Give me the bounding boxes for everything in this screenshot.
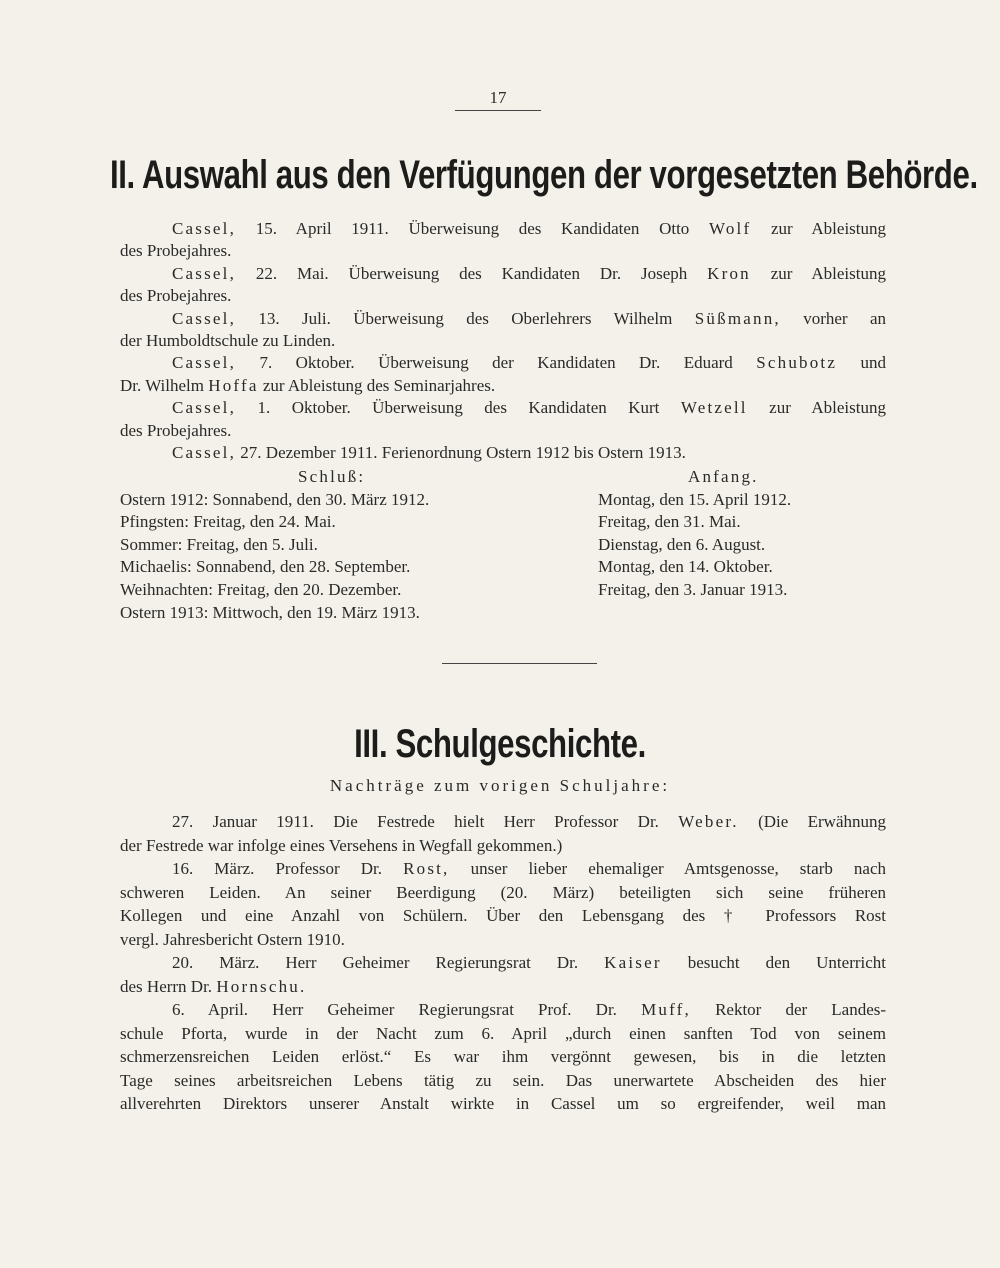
page-number: 17 (455, 88, 541, 111)
section-heading-iii: III. Schulgeschichte. (354, 722, 646, 766)
text-line: des Herrn Dr. Hornschu. (120, 976, 307, 996)
text-line: 27. Januar 1911. Die Festrede hielt Herr Professor Dr. Weber. (Die Erwähnung (172, 812, 886, 831)
school-history-text (120, 810, 886, 1116)
schedule-header-end: Schluß: (298, 467, 366, 486)
section-divider (442, 663, 597, 664)
schedule-header-start: Anfang. (688, 467, 759, 486)
schedule-row: Ostern 1912: Sonnabend, den 30. März 1912. Montag, den 15. April 1912. (120, 489, 792, 509)
text-line: 16. März. Professor Dr. Rost, unser lieber ehemaliger Amtsgenosse, starb nach (172, 859, 887, 878)
decree-line: Cassel, 13. Juli. Überweisung des Oberlehrers Wilhelm Süßmann, vorher an (172, 308, 887, 328)
decree-line: Cassel, 22. Mai. Überweisung des Kandidaten Dr. Joseph Kron zur Ableistung (172, 263, 886, 283)
schedule-header-row (120, 466, 886, 489)
text-line: Kollegen und eine Anzahl von Schülern. Über den Lebensgang des † Professors Rost (120, 906, 886, 925)
decree-line: Dr. Wilhelm Hoffa zur Ableistung des Seminarjahres. (120, 375, 496, 395)
schedule-row: Ostern 1913: Mittwoch, den 19. März 1913. (120, 602, 420, 622)
decree-line: der Humboldtschule zu Linden. (120, 330, 336, 350)
text-line: schule Pforta, wurde in der Nacht zum 6. April „durch einen sanften Tod von seinem (120, 1023, 886, 1043)
decree-line: Cassel, 7. Oktober. Überweisung der Kandidaten Dr. Eduard Schubotz und (172, 353, 887, 373)
text-line: 6. April. Herr Geheimer Regierungsrat Prof. Dr. Muff, Rektor der Landes- (172, 1000, 887, 1019)
decree-line: des Probejahres. (120, 241, 232, 261)
decree-line: Cassel, 1. Oktober. Überweisung des Kandidaten Kurt Wetzell zur Ableistung (172, 398, 886, 418)
schedule-row: Pfingsten: Freitag, den 24. Mai. Freitag, den 31. Mai. (120, 512, 741, 532)
text-line: Tage seines arbeitsreichen Lebens tätig zu sein. Das unerwartete Abscheiden des hier (120, 1070, 886, 1090)
text-line: der Festrede war infolge eines Versehens in Wegfall gekommen.) (120, 835, 563, 855)
text-line: vergl. Jahresbericht Ostern 1910. (120, 929, 345, 949)
decree-line: des Probejahres. (120, 286, 232, 306)
text-line: 20. März. Herr Geheimer Regierungsrat Dr. Kaiser besucht den Unterricht (172, 953, 887, 972)
decree-line: Cassel, 27. Dezember 1911. Ferienordnung Ostern 1912 bis Ostern 1913. (172, 442, 686, 462)
decrees-list (120, 218, 886, 464)
schedule-row: Weihnachten: Freitag, den 20. Dezember. Freitag, den 3. Januar 1913. (120, 579, 788, 599)
section-subtitle: Nachträge zum vorigen Schuljahre: (329, 776, 671, 795)
schedule-row: Michaelis: Sonnabend, den 28. September. Montag, den 14. Oktober. (120, 557, 773, 577)
schedule-row: Sommer: Freitag, den 5. Juli. Dienstag, den 6. August. (120, 534, 766, 554)
text-line: schmerzensreichen Leiden erlöst.“ Es war ihm vergönnt gewesen, bis in die letzten (120, 1047, 886, 1066)
section-heading-ii: II. Auswahl aus den Verfügungen der vorgesetzten Behörde. (110, 153, 978, 197)
decree-line: Cassel, 15. April 1911. Überweisung des Kandidaten Otto Wolf zur Ableistung (172, 219, 887, 238)
text-line: allverehrten Direktors unserer Anstalt wirkte in Cassel um so ergreifender, weil man (120, 1094, 886, 1113)
holiday-schedule (120, 466, 886, 624)
text-line: schweren Leiden. An seiner Beerdigung (20. März) beteiligten sich seine früheren (120, 882, 886, 902)
decree-line: des Probejahres. (120, 420, 232, 440)
